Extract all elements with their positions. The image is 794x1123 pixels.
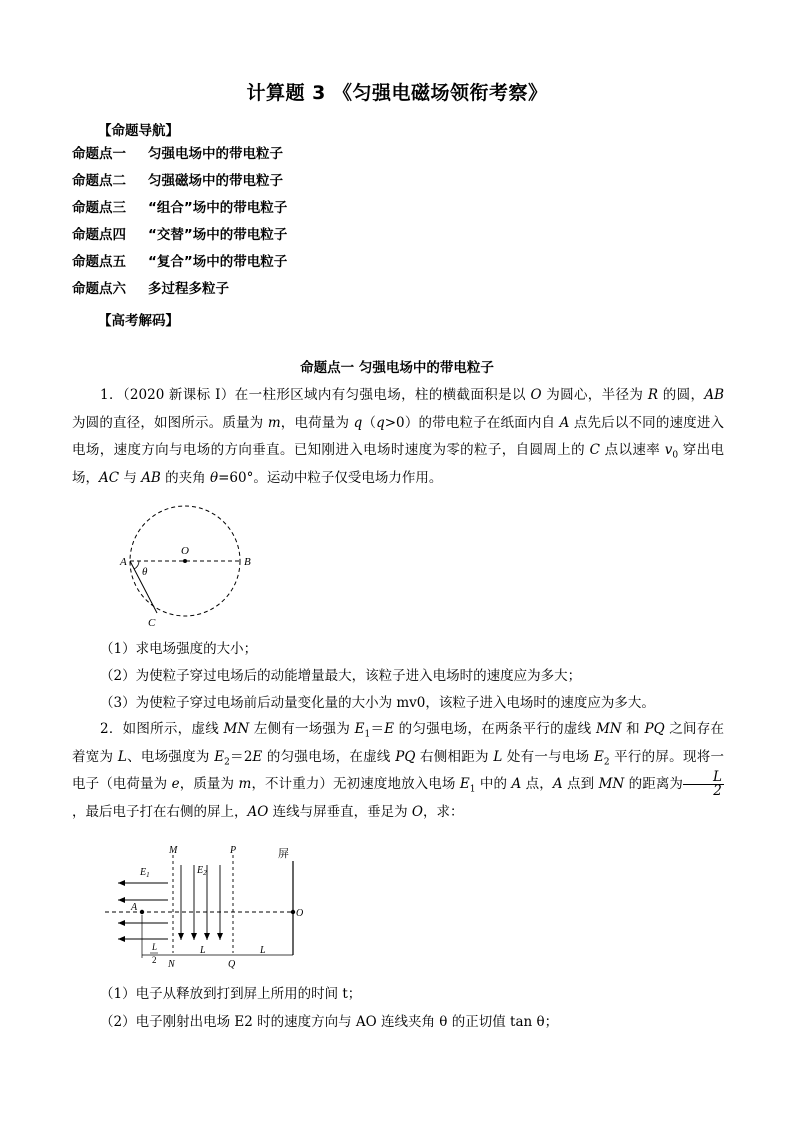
section-heading: 命题点一 匀强电场中的带电粒子 [300,360,494,376]
nav-point: 命题点二 [72,173,126,189]
nav-point: 命题点六 [72,281,126,297]
label-a: A [131,902,138,913]
nav-topic: 多过程多粒子 [148,281,229,297]
label-half-l-num: L [152,942,158,952]
e2-field-arrows [178,865,223,940]
label-b: B [244,556,251,568]
nav-point: 命题点三 [72,200,126,216]
label-o: O [181,545,189,557]
nav-heading: 【命题导航】 [98,123,179,139]
nav-point: 命题点五 [72,254,126,270]
page-title: 计算题 3 《匀强电磁场领衔考察》 [246,82,548,104]
nav-topic: 匀强电场中的带电粒子 [148,146,283,162]
label-o: O [296,908,304,919]
problem-1-question-3: （3）为使粒子穿过电场前后动量变化量的大小为 mv0，该粒子进入电场时的速度应为多大。 [100,695,655,711]
label-m: M [169,845,178,856]
circle-figure [115,505,260,630]
problem-2-question-2: （2）电子刚射出电场 E2 时的速度方向与 AO 连线夹角 θ 的正切值 tan θ； [100,1014,559,1030]
label-e2: $E_2$ [197,865,207,877]
problem-2-question-1: （1）电子从释放到打到屏上所用的时间 t； [100,986,362,1002]
point-o [291,910,295,914]
label-l-field: L [200,945,206,956]
label-e1: $E_1$ [140,867,150,879]
problem-2-text: 2．如图所示，虚线 MN 左侧有一场强为 $E_1=E$ 的匀强电场，在两条平行的虚线 MN 和 PQ 之间存在着宽为 L、电场强度为 $E_2=2E$ 的匀强电场，在虚线 PQ 右侧相距为 L 处有一与电场 $E_2$ 平行的屏。现将一电子（电荷量为 e，质量为 m，不计重力）无初速度地放入电场 $E_1$ 中的 A 点，A 点到 MN 的距离为 $\frac{L}{2}$ ，最后电子打在右侧的屏上，AO 连线与屏垂直，垂足为 O，求： [72,721,724,820]
problem-1-question-1: （1）求电场强度的大小； [100,641,258,657]
nav-item [72,280,287,307]
nav-topic: 匀强磁场中的带电粒子 [148,173,283,189]
nav-item [72,199,287,226]
label-p: P [230,845,237,856]
label-screen: 屏 [278,848,289,860]
label-half-l-den: 2 [152,955,157,965]
label-c: C [148,617,156,629]
nav-item [72,226,287,253]
problem-1-text: 1．（2020 新课标 I）在一柱形区域内有匀强电场，柱的横截面积是以 O 为圆心，半径为 R 的圆，AB 为圆的直径，如图所示。质量为 m，电荷量为 q（q>0）的带电粒子在纸面内自 A 点先后以不同的速度进入电场，速度方向与电场的方向垂直。已知刚进入电场时速度为零的粒子，自圆周上的 C 点以速率 $v_0$ 穿出电场，AC 与 AB 的夹角 θ=60°。运动中粒子仅受电场力作用。 [72,387,725,486]
nav-topic: “组合”场中的带电粒子 [148,200,288,216]
nav-item [72,253,287,280]
nav-list [72,145,287,307]
problem-1-question-2: （2）为使粒子穿过电场后的动能增量最大，该粒子进入电场时的速度应为多大； [100,668,582,684]
label-a: A [120,556,127,568]
angle-arc [134,561,139,569]
nav-topic: “交替”场中的带电粒子 [148,227,288,243]
nav-point: 命题点一 [72,146,126,162]
label-q: Q [228,959,236,970]
nav-topic: “复合”场中的带电粒子 [148,254,288,270]
label-n: N [168,959,175,970]
field-figure [100,843,310,973]
center-point [183,559,187,563]
label-l-gap: L [260,945,266,956]
nav-item [72,172,287,199]
fraction-l-over-2: $\frac{L}{2}$ [683,771,724,798]
gaokao-heading: 【高考解码】 [98,313,179,329]
label-theta: θ [142,566,148,578]
nav-point: 命题点四 [72,227,126,243]
point-a [140,910,144,914]
nav-item [72,145,287,172]
